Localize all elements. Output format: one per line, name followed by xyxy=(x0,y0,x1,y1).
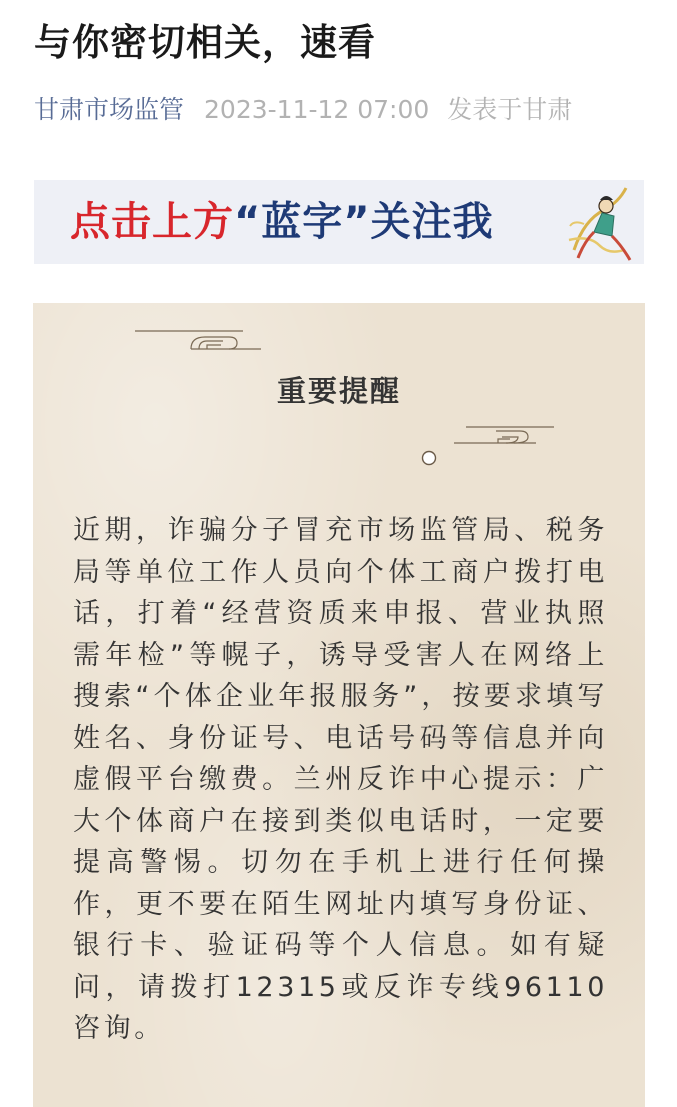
cloud-ornament-top xyxy=(133,325,263,355)
banner-text-blue: “蓝字” xyxy=(234,199,371,245)
flying-apsara-icon xyxy=(564,180,634,264)
publish-location: 发表于甘肃 xyxy=(447,95,573,124)
article-meta xyxy=(34,92,572,128)
banner-text xyxy=(70,195,494,249)
account-link[interactable]: 甘肃市场监管 xyxy=(34,95,185,124)
article-title: 与你密切相关，速看 xyxy=(34,21,376,64)
notice-card xyxy=(33,303,645,1107)
banner-text-red: 点击上方 xyxy=(70,199,234,245)
banner-text-dark: 关注我 xyxy=(370,199,494,245)
cloud-ornament-bottom xyxy=(416,421,556,471)
notice-heading: 重要提醒 xyxy=(276,374,401,408)
follow-banner[interactable] xyxy=(34,180,644,264)
notice-body: 近期，诈骗分子冒充市场监管局、税务局等单位工作人员向个体工商户拨打电话，打着“经营资质来申报、营业执照需年检”等幌子，诱导受害人在网络上搜索“个体企业年报服务”，按要求填写姓名、身份证号、电话号码等信息并向虚假平台缴费。兰州反诈中心提示：广大个体商户在接到类似电话时，一定要提高警惕。切勿在手机上进行任何操作，更不要在陌生网址内填写身份证、银行卡、验证码等个人信息。如有疑问，请拨打12315或反诈专线96110咨询。 xyxy=(73,515,608,1044)
publish-date: 2023-11-12 07:00 xyxy=(204,95,430,124)
